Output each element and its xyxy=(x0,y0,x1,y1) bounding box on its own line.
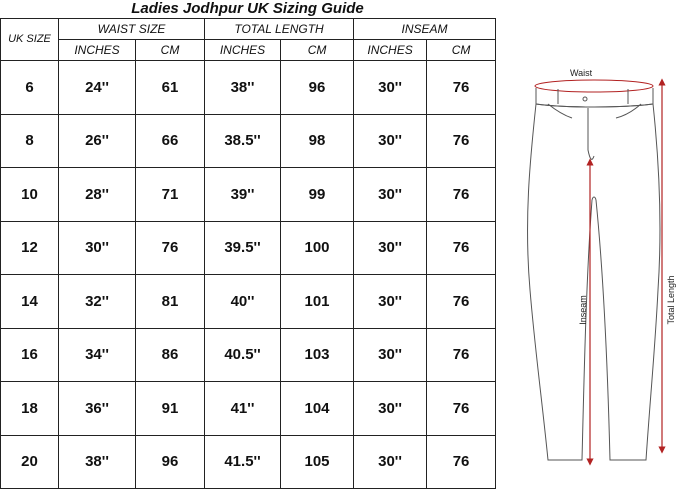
cell-length-cm: 96 xyxy=(281,61,354,115)
cell-uk-size: 12 xyxy=(1,221,59,275)
subheader-waist-inches: INCHES xyxy=(59,40,136,61)
subheader-inseam-cm: CM xyxy=(427,40,496,61)
page-title: Ladies Jodhpur UK Sizing Guide xyxy=(131,0,364,17)
jodhpur-diagram xyxy=(500,20,679,478)
cell-uk-size: 18 xyxy=(1,382,59,436)
cell-length-cm: 105 xyxy=(281,435,354,489)
cell-waist-cm: 61 xyxy=(136,61,205,115)
cell-inseam-cm: 76 xyxy=(427,275,496,329)
cell-uk-size: 10 xyxy=(1,168,59,222)
cell-uk-size: 6 xyxy=(1,61,59,115)
total-length-label: Total Length xyxy=(666,275,676,325)
subheader-row xyxy=(1,40,496,61)
cell-waist-cm: 76 xyxy=(136,221,205,275)
cell-inseam-cm: 76 xyxy=(427,328,496,382)
cell-inseam-inches: 30'' xyxy=(354,168,427,222)
table-row xyxy=(1,435,496,489)
cell-inseam-inches: 30'' xyxy=(354,275,427,329)
header-row xyxy=(1,19,496,40)
cell-waist-cm: 81 xyxy=(136,275,205,329)
cell-inseam-inches: 30'' xyxy=(354,114,427,168)
cell-inseam-inches: 30'' xyxy=(354,382,427,436)
table-row xyxy=(1,328,496,382)
cell-waist-inches: 30'' xyxy=(59,221,136,275)
cell-length-inches: 39'' xyxy=(205,168,281,222)
cell-uk-size: 16 xyxy=(1,328,59,382)
cell-length-inches: 41.5'' xyxy=(205,435,281,489)
cell-waist-inches: 36'' xyxy=(59,382,136,436)
header-inseam: INSEAM xyxy=(354,19,496,40)
cell-waist-cm: 96 xyxy=(136,435,205,489)
subheader-inseam-inches: INCHES xyxy=(354,40,427,61)
cell-inseam-cm: 76 xyxy=(427,61,496,115)
cell-uk-size: 8 xyxy=(1,114,59,168)
cell-length-cm: 101 xyxy=(281,275,354,329)
inseam-label: Inseam xyxy=(578,295,588,325)
table-row xyxy=(1,382,496,436)
cell-length-cm: 104 xyxy=(281,382,354,436)
table-row xyxy=(1,221,496,275)
cell-inseam-inches: 30'' xyxy=(354,328,427,382)
cell-inseam-cm: 76 xyxy=(427,168,496,222)
table-row xyxy=(1,61,496,115)
subheader-length-inches: INCHES xyxy=(205,40,281,61)
cell-waist-inches: 26'' xyxy=(59,114,136,168)
cell-length-inches: 38.5'' xyxy=(205,114,281,168)
cell-waist-cm: 66 xyxy=(136,114,205,168)
sizing-table xyxy=(0,18,496,489)
cell-length-inches: 41'' xyxy=(205,382,281,436)
header-total-length: TOTAL LENGTH xyxy=(205,19,354,40)
trouser-outline xyxy=(528,80,661,460)
cell-length-inches: 39.5'' xyxy=(205,221,281,275)
table-row xyxy=(1,168,496,222)
cell-inseam-cm: 76 xyxy=(427,435,496,489)
header-uk-size: UK SIZE xyxy=(1,19,59,61)
cell-waist-cm: 91 xyxy=(136,382,205,436)
cell-inseam-inches: 30'' xyxy=(354,221,427,275)
cell-waist-inches: 28'' xyxy=(59,168,136,222)
cell-inseam-cm: 76 xyxy=(427,114,496,168)
cell-uk-size: 20 xyxy=(1,435,59,489)
subheader-length-cm: CM xyxy=(281,40,354,61)
table-row xyxy=(1,275,496,329)
table-row xyxy=(1,114,496,168)
header-waist-size: WAIST SIZE xyxy=(59,19,205,40)
cell-inseam-inches: 30'' xyxy=(354,61,427,115)
cell-inseam-inches: 30'' xyxy=(354,435,427,489)
cell-inseam-cm: 76 xyxy=(427,382,496,436)
cell-length-cm: 103 xyxy=(281,328,354,382)
cell-waist-inches: 38'' xyxy=(59,435,136,489)
cell-length-inches: 38'' xyxy=(205,61,281,115)
cell-waist-inches: 34'' xyxy=(59,328,136,382)
subheader-waist-cm: CM xyxy=(136,40,205,61)
cell-length-inches: 40.5'' xyxy=(205,328,281,382)
cell-waist-inches: 32'' xyxy=(59,275,136,329)
cell-waist-inches: 24'' xyxy=(59,61,136,115)
cell-length-cm: 100 xyxy=(281,221,354,275)
cell-length-cm: 99 xyxy=(281,168,354,222)
cell-waist-cm: 71 xyxy=(136,168,205,222)
cell-length-cm: 98 xyxy=(281,114,354,168)
cell-waist-cm: 86 xyxy=(136,328,205,382)
cell-inseam-cm: 76 xyxy=(427,221,496,275)
waist-label: Waist xyxy=(570,68,593,78)
cell-length-inches: 40'' xyxy=(205,275,281,329)
cell-uk-size: 14 xyxy=(1,275,59,329)
